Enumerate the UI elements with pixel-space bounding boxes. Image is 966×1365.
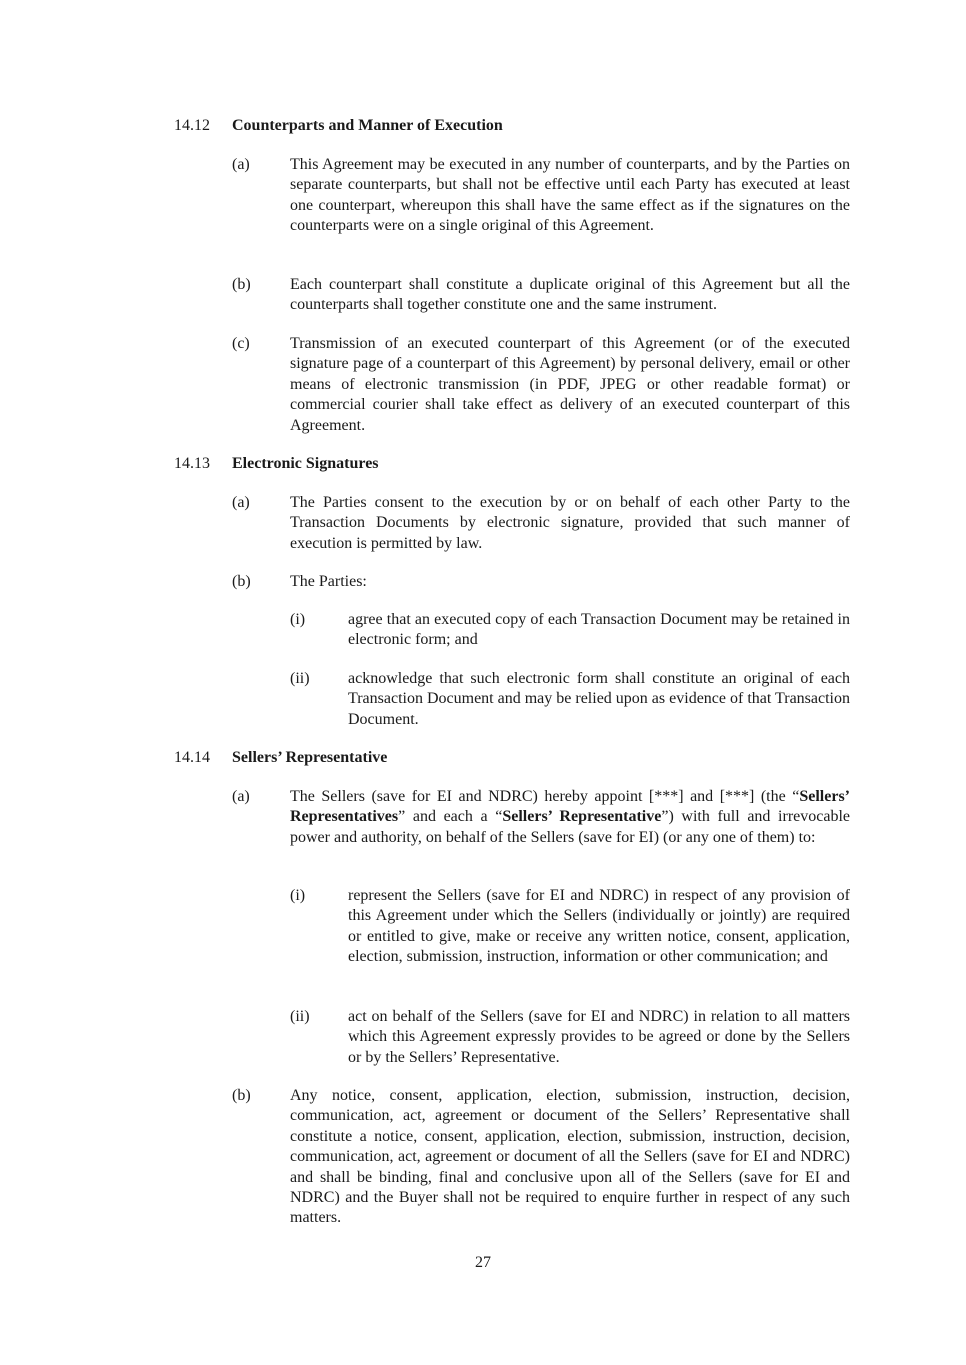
clause-label: (c) (232, 335, 250, 352)
clause-text: Any notice, consent, application, election, submission, instruction, decision, communication, act, agreement or document of the Sellers’ Representative shall constitute a notice, consent, application, election, submission, instruction, decision, communication, act, agreement or document of all the Sellers (save for EI and NDRC) and shall be binding, final and conclusive upon all of the Sellers (save for EI and NDRC) and the Buyer shall not be required to enquire further in respect of any such matters. (290, 1087, 850, 1227)
clause-label: (b) (232, 1087, 251, 1104)
subclause-text: agree that an executed copy of each Transaction Document may be retained in electronic form; and (348, 611, 850, 649)
clause-text (290, 787, 850, 848)
clause-label: (b) (232, 573, 251, 590)
subclause-label: (i) (290, 887, 306, 904)
clause-text-part: The Sellers (save for EI and NDRC) hereby appoint [***] and [***] (the “ (290, 788, 800, 805)
clause-text-part: ”) with full and irrevocable power and authority, on behalf of the Sellers (save for EI) (or any one of them) to: (290, 808, 850, 846)
defined-term: Sellers’ Representative (502, 808, 662, 826)
clause-label: (a) (232, 494, 250, 511)
section-title: Counterparts and Manner of Execution (232, 117, 503, 134)
subclause-label: (ii) (290, 1008, 310, 1025)
page-number: 27 (475, 1254, 491, 1271)
clause-text: Transmission of an executed counterpart of this Agreement (or of the executed signature page of a counterpart of this Agreement) by personal delivery, email or other means of electronic transmission (in PDF, JPEG or other readable format) or commercial courier shall take effect as delivery of an executed counterpart of this Agreement. (290, 335, 850, 434)
clause-text: The Parties consent to the execution by or on behalf of each other Party to the Transaction Documents by electronic signature, provided that such manner of execution is permitted by law. (290, 494, 850, 552)
section-title: Electronic Signatures (232, 455, 379, 472)
subclause-text: acknowledge that such electronic form shall constitute an original of each Transaction Document and may be relied upon as evidence of that Transaction Document. (348, 670, 850, 728)
subclause-text: act on behalf of the Sellers (save for EI and NDRC) in relation to all matters which this Agreement expressly provides to be agreed or done by the Sellers or by the Sellers’ Representative. (348, 1008, 850, 1066)
clause-label: (b) (232, 276, 251, 293)
defined-term: Sellers’ Representatives (290, 788, 850, 826)
section-number: 14.12 (174, 117, 210, 134)
subclause-label: (ii) (290, 670, 310, 687)
clause-label: (a) (232, 156, 250, 173)
clause-text: This Agreement may be executed in any number of counterparts, and by the Parties on separate counterparts, but shall not be effective until each Party has executed at least one counterpart, whereupon this shall have the same effect as if the signatures on the counterparts were on a single original of this Agreement. (290, 156, 850, 235)
clause-text-part: ” and each a “ (398, 808, 503, 826)
clause-text: The Parties: (290, 573, 367, 590)
clause-text: Each counterpart shall constitute a duplicate original of this Agreement but all the counterparts shall together constitute one and the same instrument. (290, 276, 850, 314)
section-number: 14.14 (174, 749, 210, 766)
clause-label: (a) (232, 788, 250, 805)
section-number: 14.13 (174, 455, 210, 472)
section-title: Sellers’ Representative (232, 749, 388, 766)
subclause-label: (i) (290, 611, 306, 628)
subclause-text: represent the Sellers (save for EI and NDRC) in respect of any provision of this Agreement under which the Sellers (individually or jointly) are required or entitled to give, make or receive any written notice, consent, application, election, submission, instruction, information or other communication; and (348, 887, 850, 966)
